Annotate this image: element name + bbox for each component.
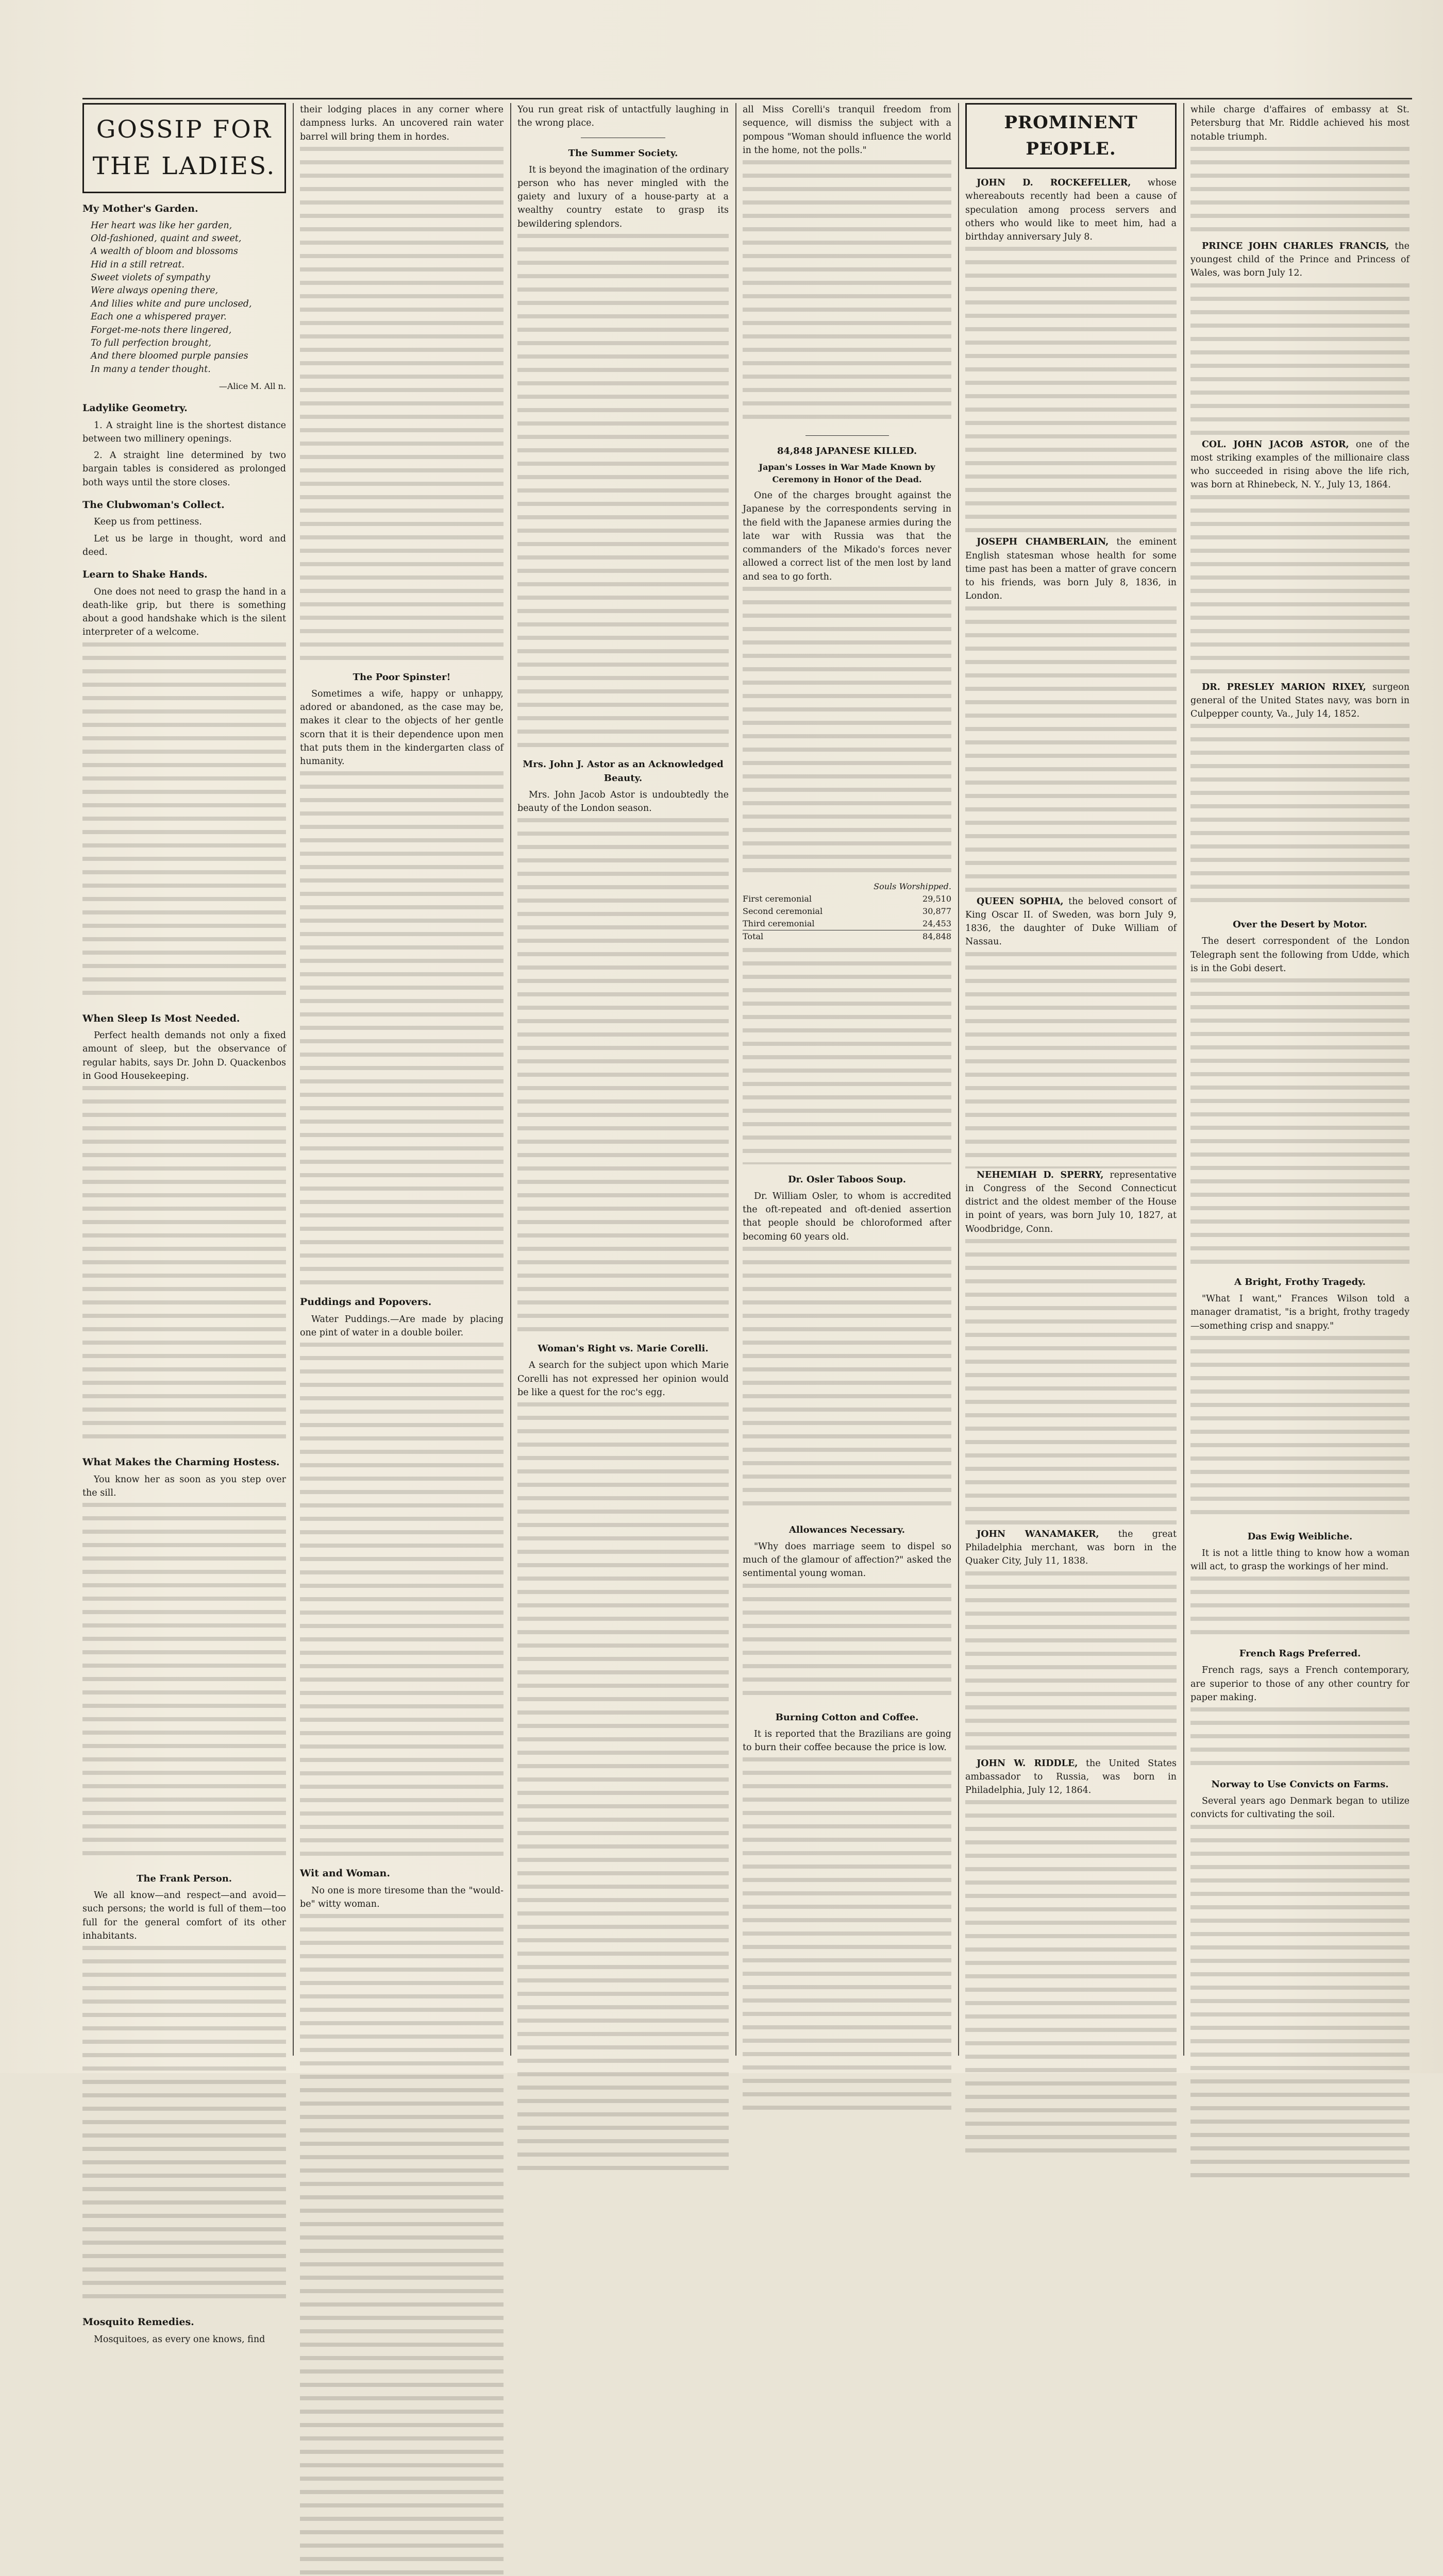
article-paragraph: The desert correspondent of the London Telegraph sent the following from Udde, which is in the Gobi desert. <box>1190 936 1410 974</box>
article-paragraph: One does not need to grasp the hand in a death-like grip, but there is something about a good handshake which is the silent interpreter of a welcome. <box>82 586 286 638</box>
article-title: What Makes the Charming Hostess. <box>82 1456 280 1468</box>
person-text: whose whereabouts recently had been a cause of speculation among process servers and others who would like to meet him, had a birthday anniversary July 8. <box>965 178 1177 242</box>
article-paragraph: Let us be large in thought, word and deed. <box>82 533 286 557</box>
body-text-block <box>300 771 504 1286</box>
person-text: the United States ambassador to Russia, was born in Philadelphia, July 12, 1864. <box>965 1758 1177 1795</box>
body-text-block <box>965 1239 1177 1528</box>
person-name: NEHEMIAH D. SPERRY, <box>977 1170 1104 1180</box>
body-text-block <box>743 587 951 875</box>
table-cell-value: 29,510 <box>922 893 951 904</box>
article-paragraph: You know her as soon as you step over the sill. <box>82 1474 286 1498</box>
body-text-block <box>965 1571 1177 1757</box>
article-paragraph: No one is more tiresome than the "would-be" witty woman. <box>300 1885 504 1909</box>
article-paragraph: 2. A straight line determined by two bargain tables is considered as prolonged both ways until the store closes. <box>82 450 286 488</box>
poem-body <box>82 219 286 377</box>
poem-line: And lilies white and pure unclosed, <box>91 298 252 309</box>
article-paragraph: It is reported that the Brazilians are going to burn their coffee because the price is low. <box>743 1728 951 1753</box>
article-title: The Frank Person. <box>136 1873 232 1884</box>
article-paragraph: Several years ago Denmark began to utilize convicts for cultivating the soil. <box>1190 1796 1410 1820</box>
body-text-block <box>1190 495 1410 681</box>
article-paragraph: One of the charges brought against the Japanese by the correspondents serving in the field with the Japanese armies during the late war with Russia was that the commanders of the Mikado's forces never allowed a correct list of the men lost by land and sea to go forth. <box>743 490 951 582</box>
article-paragraph <box>1190 438 1410 492</box>
article-title: When Sleep Is Most Needed. <box>82 1012 240 1024</box>
article-title: Mosquito Remedies. <box>82 2316 194 2328</box>
table-header: Souls Worshipped. <box>874 881 951 891</box>
masthead-gossip <box>82 103 286 193</box>
poem-line: Her heart was like her garden, <box>91 220 232 231</box>
article-title: The Summer Society. <box>568 147 678 159</box>
article-paragraph: You run great risk of untactfully laughing in the wrong place. <box>517 105 729 129</box>
body-text-block <box>965 247 1177 535</box>
body-text-block <box>300 1914 504 2576</box>
article-title: Ladylike Geometry. <box>82 402 188 414</box>
body-text-block <box>1190 1825 1410 2185</box>
article-paragraph <box>965 1528 1177 1568</box>
poem-title: My Mother's Garden. <box>82 203 198 214</box>
poem-line: And there bloomed purple pansies <box>91 351 248 362</box>
table-cell-label: Second ceremonial <box>743 906 823 916</box>
article-subtitle: Japan's Losses in War Made Known by Ceremony in Honor of the Dead. <box>759 462 935 484</box>
article-paragraph: We all know—and respect—and avoid—such persons; the world is full of them—too full for the general comfort of its other inhabitants. <box>82 1890 286 1941</box>
person-text: representative in Congress of the Second Connecticut district and the oldest member of the House in point of years, was born July 10, 1827, at Woodbridge, Conn. <box>965 1170 1177 1234</box>
article-title: Woman's Right vs. Marie Corelli. <box>538 1343 709 1354</box>
person-name: QUEEN SOPHIA, <box>977 896 1064 907</box>
body-text-block <box>82 1086 286 1447</box>
column-rule <box>958 103 959 2056</box>
body-text-block <box>965 1800 1177 2161</box>
person-name: JOHN WANAMAKER, <box>977 1529 1099 1539</box>
body-text-block <box>82 1503 286 1863</box>
poem-line: Hid in a still retreat. <box>91 259 184 270</box>
poem-line: Old-fashioned, quaint and sweet, <box>91 233 242 244</box>
poem-line: Sweet violets of sympathy <box>91 273 210 283</box>
body-text-block <box>965 606 1177 895</box>
table-total-row <box>743 930 951 943</box>
masthead-title: PROMINENT PEOPLE. <box>1004 112 1138 159</box>
article-paragraph: 1. A straight line is the shortest distance between two millinery openings. <box>82 420 286 444</box>
article-paragraph: It is not a little thing to know how a woman will act, to grasp the workings of her mind. <box>1190 1548 1410 1572</box>
body-text-block <box>743 1757 951 2118</box>
article-paragraph: "Why does marriage seem to dispel so much of the glamour of affection?" asked the sentimental young woman. <box>743 1541 951 1579</box>
table-cell-label: Total <box>743 931 764 941</box>
person-text: the eminent English statesman whose health for some time past has been a matter of grave concern to his friends, was born July 8, 1836, in London. <box>965 537 1177 602</box>
article-divider <box>806 435 889 436</box>
column-1 <box>82 103 286 2345</box>
article-title: 84,848 JAPANESE KILLED. <box>777 446 917 456</box>
body-text-block <box>743 1247 951 1515</box>
table-row <box>743 905 951 918</box>
body-text-block <box>1190 283 1410 438</box>
column-6 <box>1190 103 1410 2061</box>
article-title: Burning Cotton and Coffee. <box>775 1711 919 1723</box>
table-cell-label: First ceremonial <box>743 893 812 904</box>
column-2 <box>300 103 504 2061</box>
article-paragraph <box>965 176 1177 244</box>
article-title: Wit and Woman. <box>300 1868 390 1879</box>
article-title: Das Ewig Weibliche. <box>1247 1531 1353 1542</box>
column-rule <box>510 103 511 2056</box>
person-name: PRINCE JOHN CHARLES FRANCIS, <box>1202 241 1389 251</box>
body-text-block <box>1190 978 1410 1267</box>
person-name: JOSEPH CHAMBERLAIN, <box>977 537 1109 548</box>
article-title: Norway to Use Convicts on Farms. <box>1211 1779 1389 1790</box>
column-4 <box>743 103 951 2061</box>
body-text-block <box>517 818 729 1333</box>
table-cell-value: 24,453 <box>922 918 951 928</box>
article-paragraph: Sometimes a wife, happy or unhappy, adored or abandoned, as the case may be, makes it clear to the objects of her gentle scorn that it is their dependence upon men that puts them in the kindergarten class of humanity. <box>300 688 504 767</box>
article-paragraph: "What I want," Frances Wilson told a manager dramatist, "is a bright, frothy tragedy—something crisp and snappy." <box>1190 1294 1410 1331</box>
article-title: French Rags Preferred. <box>1239 1648 1361 1659</box>
body-text-block <box>743 1584 951 1702</box>
article-paragraph <box>1190 240 1410 280</box>
table-cell-value: 84,848 <box>922 931 951 941</box>
article-paragraph: Perfect health demands not only a fixed amount of sleep, but the observance of regular habits, says Dr. John D. Quackenbos in Good Housekeeping. <box>82 1030 286 1081</box>
article-paragraph <box>965 1168 1177 1236</box>
article-paragraph: all Miss Corelli's tranquil freedom from sequence, will dismiss the subject with a pompous "Woman should influence the world in the home, not the polls." <box>743 105 951 156</box>
article-title: Learn to Shake Hands. <box>82 569 208 580</box>
person-name: COL. JOHN JACOB ASTOR, <box>1202 439 1349 450</box>
article-paragraph <box>965 1757 1177 1798</box>
poem-line: To full perfection brought, <box>91 337 211 348</box>
column-rule <box>293 103 294 2056</box>
column-rule <box>735 103 736 2056</box>
column-rule <box>1183 103 1184 2056</box>
person-text: the great Philadelphia merchant, was born in the Quaker City, July 11, 1838. <box>965 1529 1177 1567</box>
article-title: Dr. Osler Taboos Soup. <box>787 1174 907 1185</box>
poem-line: Forget-me-nots there lingered, <box>91 325 232 335</box>
body-text-block <box>82 642 286 1003</box>
article-paragraph: Water Puddings.—Are made by placing one pint of water in a double boiler. <box>300 1314 504 1338</box>
body-text-block <box>1190 1707 1410 1769</box>
body-text-block <box>1190 724 1410 909</box>
article-title: The Poor Spinster! <box>353 671 451 683</box>
table-row <box>743 918 951 930</box>
article-paragraph <box>1190 681 1410 721</box>
body-text-block <box>300 1343 504 1858</box>
article-paragraph <box>965 535 1177 603</box>
article-paragraph <box>965 895 1177 949</box>
poem-attribution: —Alice M. All n. <box>219 381 286 391</box>
article-title: Allowances Necessary. <box>788 1524 905 1535</box>
person-name: JOHN D. ROCKEFELLER, <box>977 178 1131 188</box>
poem-line: Each one a whispered prayer. <box>91 312 227 323</box>
article-paragraph: their lodging places in any corner where dampness lurks. An uncovered rain water barrel will bring them in hordes. <box>300 105 504 142</box>
person-text: the youngest child of the Prince and Princess of Wales, was born July 12. <box>1190 241 1410 279</box>
table-cell-label: Third ceremonial <box>743 918 815 928</box>
body-text-block <box>965 952 1177 1168</box>
body-text-block <box>743 160 951 428</box>
article-title: Over the Desert by Motor. <box>1233 919 1367 930</box>
person-text: the beloved consort of King Oscar II. of Sweden, was born July 9, 1836, the daughter of Duke William of Nassau. <box>965 896 1177 947</box>
body-text-block <box>300 147 504 662</box>
article-title: Puddings and Popovers. <box>300 1296 432 1308</box>
article-paragraph: Keep us from pettiness. <box>94 517 202 528</box>
casualty-table <box>743 880 951 943</box>
body-text-block <box>517 234 729 749</box>
article-paragraph: French rags, says a French contemporary, are superior to those of any other country for paper making. <box>1190 1665 1410 1703</box>
person-name: JOHN W. RIDDLE, <box>977 1758 1078 1769</box>
top-rule <box>82 98 1412 99</box>
body-text-block <box>82 1946 286 2307</box>
table-row <box>743 893 951 905</box>
article-title: Mrs. John J. Astor as an Acknowledged Beauty. <box>523 758 724 784</box>
article-paragraph: It is beyond the imagination of the ordinary person who has never mingled with the gaiety and luxury of a house-party at a wealthy country estate to grasp its bewildering splendors. <box>517 164 729 229</box>
table-cell-value: 30,877 <box>922 906 951 916</box>
masthead-prominent <box>965 103 1177 169</box>
body-text-block <box>743 948 951 1164</box>
column-3 <box>517 103 729 2061</box>
article-paragraph: while charge d'affaires of embassy at St. Petersburg that Mr. Riddle achieved his most notable triumph. <box>1190 105 1410 142</box>
article-title: A Bright, Frothy Tragedy. <box>1234 1277 1366 1287</box>
article-paragraph: Mosquitoes, as every one knows, find <box>94 2334 265 2345</box>
body-text-block <box>1190 1577 1410 1638</box>
body-text-block <box>1190 147 1410 240</box>
article-paragraph: Dr. William Osler, to whom is accredited the oft-repeated and oft-denied assertion that people should be chloroformed after becoming 60 years old. <box>743 1191 951 1242</box>
person-text: surgeon general of the United States navy, was born in Culpepper county, Va., July 14, 1852. <box>1190 682 1410 719</box>
column-5 <box>965 103 1177 2061</box>
poem-line: In many a tender thought. <box>91 364 211 375</box>
poem-line: Were always opening there, <box>91 285 219 296</box>
body-text-block <box>517 1402 729 2175</box>
masthead-title: GOSSIP FOR THE LADIES. <box>92 115 276 180</box>
article-title: The Clubwoman's Collect. <box>82 499 225 511</box>
article-paragraph: A search for the subject upon which Marie Corelli has not expressed her opinion would be like a quest for the roc's egg. <box>517 1360 729 1398</box>
poem-line: A wealth of bloom and blossoms <box>91 246 238 257</box>
person-name: DR. PRESLEY MARION RIXEY, <box>1202 682 1366 692</box>
person-text: one of the most striking examples of the millionaire class who succeeded in rising above the life rich, was born at Rhinebeck, N. Y., July 13, 1864. <box>1190 439 1410 490</box>
body-text-block <box>1190 1336 1410 1521</box>
article-paragraph: Mrs. John Jacob Astor is undoubtedly the beauty of the London season. <box>517 789 729 814</box>
